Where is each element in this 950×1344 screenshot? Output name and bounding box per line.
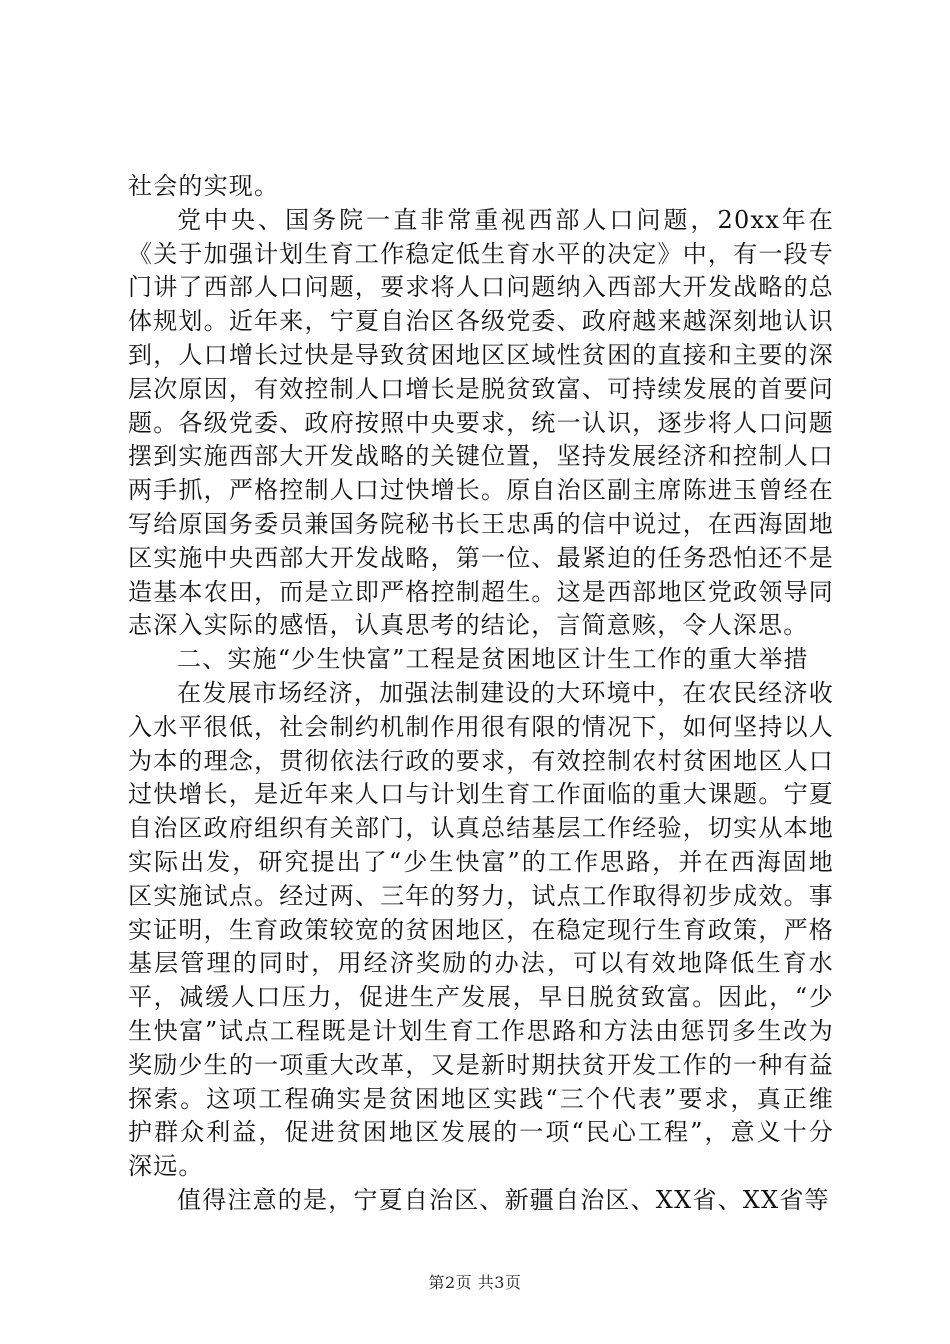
section-heading: 二、实施“少生快富”工程是贫困地区计生工作的重大举措 xyxy=(177,645,809,674)
paragraph-continuation: 社会的实现。 xyxy=(128,172,280,200)
paragraph-western-population: 党中央、国务院一直非常重视西部人口问题，20xx年在《关于加强计划生育工作稳定低生育水平的决定》中，有一段专门讲了西部人口问题，要求将人口问题纳入西部大开发战略的总体规划。近年来，宁夏自治区各级党委、政府越来越深刻地认识到，人口增长过快是导致贫困地区区域性贫困的直接和主要的深层次原因，有效控制人口增长是脱贫致富、可持续发展的首要问题。各级党委、政府按照中央要求，统一认识，逐步将人口问题摆到实施西部大开发战略的关键位置，坚持发展经济和控制人口两手抓，严格控制人口过快增长。原自治区副主席陈进玉曾经在写给原国务委员兼国务院秘书长王忠禹的信中说过，在西海固地区实施中央西部大开发战略，第一位、最紧迫的任务恐怕还不是造基本农田，而是立即严格控制超生。这是西部地区党政领导同志深入实际的感悟，认真思考的结论，言简意赅，令人深思。 xyxy=(128,205,834,640)
page-number-footer: 第2页 共3页 xyxy=(428,1273,522,1292)
document-body xyxy=(128,170,834,1218)
paragraph-shaosheng-kuaifu: 在发展市场经济，加强法制建设的大环境中，在农民经济收入水平很低，社会制约机制作用很有限的情况下，如何坚持以人为本的理念，贯彻依法行政的要求，有效控制农村贫困地区人口过快增长，是近年来人口与计划生育工作面临的重大课题。宁夏自治区政府组织有关部门，认真总结基层工作经验，切实从本地实际出发，研究提出了“少生快富”的工作思路，并在西海固地区实施试点。经过两、三年的努力，试点工作取得初步成效。事实证明，生育政策较宽的贫困地区，在稳定现行生育政策，严格基层管理的同时，用经济奖励的办法，可以有效地降低生育水平，减缓人口压力，促进生产发展，早日脱贫致富。因此，“少生快富”试点工程既是计划生育工作思路和方法由惩罚多生改为奖励少生的一项重大改革，又是新时期扶贫开发工作的一种有益探索。这项工程确实是贫困地区实践“三个代表”要求，真正维护群众利益，促进贫困地区发展的一项“民心工程”，意义十分深远。 xyxy=(128,678,834,1181)
paragraph-notable: 值得注意的是，宁夏自治区、新疆自治区、XX省、XX省等 xyxy=(177,1185,830,1214)
